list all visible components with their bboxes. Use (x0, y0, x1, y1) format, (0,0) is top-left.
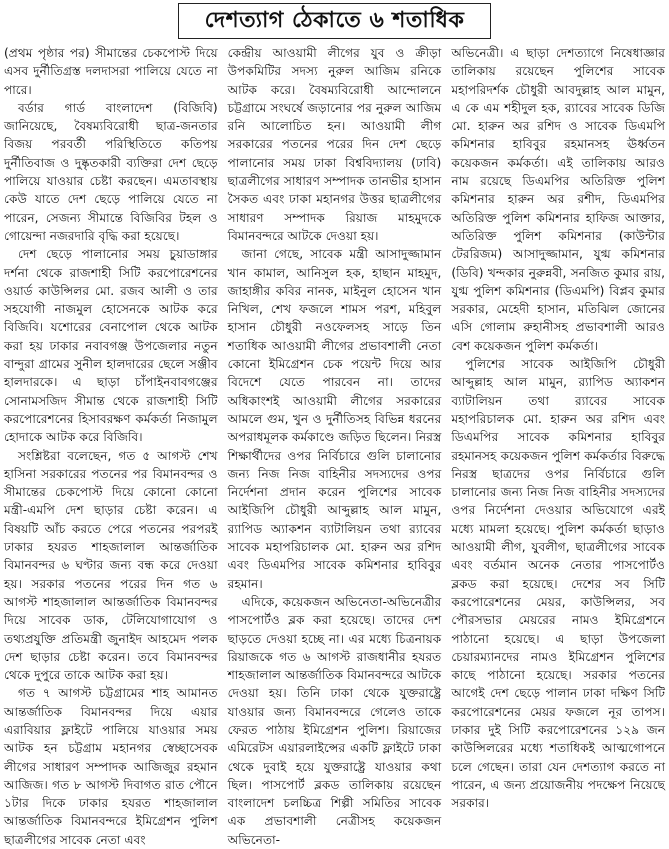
paragraph: বর্ডার গার্ড বাংলাদেশ (বিজিবি) জানিয়েছে, বৈষম্যবিরোধী ছাত্র-জনতার বিজয় পরবর্তী পরিস্থিতিতে কতিপয় দুর্নীতিবাজ ও দুষ্কৃতকারী ব্যক্তিরা দেশ ছেড়ে পালিয়ে যাওয়ার চেষ্টা করছেন। এমতাবস্থায় কেউ যাতে দেশ ছেড়ে পালিয়ে যেতে না পারেন, সেজন্য সীমান্তে বিজিবির টহল ও গোয়েন্দা নজরদারি বৃদ্ধি করা হয়েছে। (4, 100, 218, 243)
paragraph: জানা গেছে, সাবেক মন্ত্রী আসাদুজ্জামান খান কামাল, আনিসুল হক, হাছান মাহমুদ, জাহাঙ্গীর কবির নানক, মাইনুল হোসেন খান নিখিল, শেখ ফজলে শামস পরশ, মহিবুল হাসান চৌধুরী নওফেলসহ সাড়ে তিন শতাধিক আওয়ামী লীগের প্রভাবশালী নেতা কোনো ইমিগ্রেশন চেক পয়েন্ট দিয়ে আর বিদেশে যেতে পারবেন না। তাদের অধিকাংশই আওয়ামী লীগের সরকারের আমলে গুম, খুন ও দুর্নীতিসহ বিভিন্ন ধরনের অপরাধমূলক কর্মকাণ্ডে জড়িত ছিলেন। নিরস্ত্র শিক্ষার্থীদের ওপর নির্বিচারে গুলি চালানোর জন্য নিজ নিজ বাহিনীর সদস্যদের ওপর নির্দেশনা প্রদান করেন পুলিশের সাবেক আইজিপি চৌধুরী আব্দুল্লাহ আল মামুন, র‍্যাপিড অ্যাকশন ব্যাটালিয়ন তথা র‍্যাবের সাবেক মহাপরিচালক মো. হারুন অর রশিদ এবং ডিএমপির সাবেক কমিশনার হাবিবুর রহমান। (227, 247, 442, 591)
paragraph: অভিনেত্রী। এ ছাড়া দেশত্যাগে নিষেধাজ্ঞার তালিকায় রয়েছেন পুলিশের সাবেক মহাপরিদর্শক চৌধুরী আবদুল্লাহ আল মামুন, এ কে এম শহীদুল হক, র‍্যাবের সাবেক ডিজি মো. হারুন অর রশিদ ও সাবেক ডিএমপি কমিশনার হাবিবুর রহমানসহ ঊর্ধ্বতন কয়েকজন কর্মকর্তা। এই তালিকায় আরও নাম রয়েছে ডিএমপির অতিরিক্ত পুলিশ কমিশনার হারুন অর রশীদ, ডিএমপির অতিরিক্ত পুলিশ কমিশনার হাফিজ আক্তার, অতিরিক্ত পুলিশ কমিশনার (কাউন্টার টেররিজম) আসাদুজ্জামান, যুগ্ম কমিশনার (ডিবি) খন্দকার নুরুন্নবী, সনজিত কুমার রায়, যুগ্ম পুলিশ কমিশনার (ডিএমপি) বিপ্লব কুমার সরকার, মেহেদী হাসান, মতিঝিল জোনের এসি গোলাম রুহানীসহ প্রভাবশালী আরও বেশ কয়েকজন পুলিশ কর্মকর্তা। (451, 46, 665, 353)
column-1 (4, 44, 218, 849)
paragraph: পুলিশের সাবেক আইজিপি চৌধুরী আব্দুল্লাহ আল মামুন, র‍্যাপিড অ্যাকশন ব্যাটালিয়ন তথা র‍্যাবের সাবেক মহাপরিচালক মো. হারুন অর রশিদ এবং ডিএমপির সাবেক কমিশনার হাবিবুর রহমানসহ কয়েকজন পুলিশ কর্মকর্তার বিরুদ্ধে নিরস্ত্র ছাত্রদের ওপর নির্বিচারে গুলি চালানোর জন্য নিজ নিজ বাহিনীর সদস্যদের ওপর নির্দেশনা দেওয়ার অভিযোগে এরই মধ্যে মামলা হয়েছে। পুলিশ কর্মকর্তা ছাড়াও আওয়ামী লীগ, যুবলীগ, ছাত্রলীগের সাবেক এবং বর্তমান অনেক নেতার পাসপোর্টও ব্লকড করা হয়েছে। দেশের সব সিটি করপোরেশনের মেয়র, কাউন্সিলর, সব পৌরসভার মেয়রের নামও ইমিগ্রেশনে পাঠানো হয়েছে। এ ছাড়া উপজেলা চেয়ারম্যানদের নামও ইমিগ্রেশন পুলিশের কাছে পাঠানো হয়েছে। সরকার পতনের আগেই দেশ ছেড়ে পালান ঢাকা দক্ষিণ সিটি করপোরেশনের মেয়র ফজলে নূর তাপস। ঢাকার দুই সিটি করপোরেশনের ১২৯ জন কাউন্সিলরের মধ্যে শতাধিকই আত্মগোপনে চলে গেছেন। তারা যেন দেশত্যাগ করতে না পারেন, এ জন্য প্রয়োজনীয় পদক্ষেপ নিয়েছে সরকার। (451, 357, 665, 811)
paragraph: দেশ ছেড়ে পালানোর সময় চুয়াডাঙ্গার দর্শনা থেকে রাজশাহী সিটি করপোরেশনের ওয়ার্ড কাউন্সিলর মো. রজব আলী ও তার সহযোগী নাজমুল হোসেনকে আটক করে বিজিবি। যশোরের বেনাপোল থেকে আটক করা হয় ঢাকার নবাবগঞ্জ উপজেলার নতুন বান্দুরা গ্রামের সুনীল হালদারের ছেলে সঞ্জীব হালদারকে। এ ছাড়া চাঁপাইনবাবগঞ্জের সোনামসজিদ সীমান্ত থেকে রাজশাহী সিটি করপোরেশনের হিসাবরক্ষণ কর্মকর্তা নিজামুল হোদাকে আটক করে বিজিবি। (4, 247, 218, 445)
headline-bar (0, 0, 669, 42)
paragraph: (প্রথম পৃষ্ঠার পর) সীমান্তের চেকপোস্ট দিয়ে এসব দুর্নীতিগ্রস্ত দলদাসরা পালিয়ে যেতে না পারে। (4, 46, 218, 97)
headline: দেশত্যাগ ঠেকাতে ৬ শতাধিক (178, 3, 492, 39)
paragraph: গত ৭ আগস্ট চট্টগ্রামের শাহ আমানত আন্তর্জাতিক বিমানবন্দর দিয়ে এয়ার এরাবিয়ার ফ্লাইটে পালিয়ে যাওয়ার সময় আটক হন চট্টগ্রাম মহানগর স্বেচ্ছাসেবক লীগের সাধারণ সম্পাদক আজিজুর রহমান আজিজ। গত ৮ আগস্ট দিবাগত রাত পৌনে ১টার দিকে ঢাকার হযরত শাহজালাল আন্তর্জাতিক বিমানবন্দরে ইমিগ্রেশন পুলিশ ছাত্রলীগের সাবেক নেতা এবং (4, 686, 218, 847)
column-2 (228, 44, 442, 849)
paragraph: এদিকে, কয়েকজন অভিনেতা-অভিনেত্রীর পাসপোর্টও ব্লক করা হয়েছে। তাদের দেশ ছাড়তে দেওয়া হচ্ছে না। এর মধ্যে চিত্রনায়ক রিয়াজকে গত ৬ আগস্ট রাজধানীর হযরত শাহজালাল আন্তর্জাতিক বিমানবন্দরে আটকে দেওয়া হয়। তিনি ঢাকা থেকে যুক্তরাষ্ট্রে যাওয়ার জন্য বিমানবন্দরে গেলেও তাকে ফেরত পাঠায় ইমিগ্রেশন পুলিশ। রিয়াজের এমিরেটস এয়ারলাইন্সের একটি ফ্লাইটে ঢাকা থেকে দুবাই হয়ে যুক্তরাষ্ট্রে যাওয়ার কথা ছিল। পাসপোর্ট ব্লকড তালিকায় রয়েছেন বাংলাদেশ চলচ্চিত্র শিল্পী সমিতির সাবেক এক প্রভাবশালী নেত্রীসহ কয়েকজন অভিনেতা- (227, 594, 442, 847)
paragraph: সংশ্লিষ্টরা বলেছেন, গত ৫ আগস্ট শেখ হাসিনা সরকারের পতনের পর বিমানবন্দর ও সীমান্তের চেকপোস্ট দিয়ে কোনো কোনো মন্ত্রী-এমপি দেশ ছাড়ার চেষ্টা করেন। এ বিষয়টি আঁচ করতে পেরে পতনের পরপরই ঢাকার হযরত শাহজালাল আন্তর্জাতিক বিমানবন্দর ৬ ঘণ্টার জন্য বন্ধ করে দেওয়া হয়। সরকার পতনের পরের দিন গত ৬ আগস্ট শাহজালাল আন্তর্জাতিক বিমানবন্দর দিয়ে সাবেক ডাক, টেলিযোগাযোগ ও তথ্যপ্রযুক্তি প্রতিমন্ত্রী জুনাইদ আহমেদ পলক দেশ ছাড়ার চেষ্টা করেন। তবে বিমানবন্দর থেকে দুপুরে তাকে আটক করা হয়। (4, 448, 218, 683)
paragraph: কেন্দ্রীয় আওয়ামী লীগের যুব ও ক্রীড়া উপকমিটির সদস্য নুরুল আজিম রনিকে আটক করে। বৈষম্যবিরোধী আন্দোলনে চট্টগ্রামে সংঘর্ষে জড়ানোর পর নুরুল আজিম রনি আলোচিত হন। আওয়ামী লীগ সরকারের পতনের পরের দিন দেশ ছেড়ে পালানোর সময় ঢাকা বিশ্ববিদ্যালয় (ঢাবি) ছাত্রলীগের সাধারণ সম্পাদক তানভীর হাসান সৈকত এবং ঢাকা মহানগর উত্তর ছাত্রলীগের সাধারণ সম্পাদক রিয়াজ মাহমুদকে বিমানবন্দরে আটকে দেওয়া হয়। (227, 46, 442, 243)
article-body (4, 44, 665, 847)
column-3 (451, 44, 665, 849)
